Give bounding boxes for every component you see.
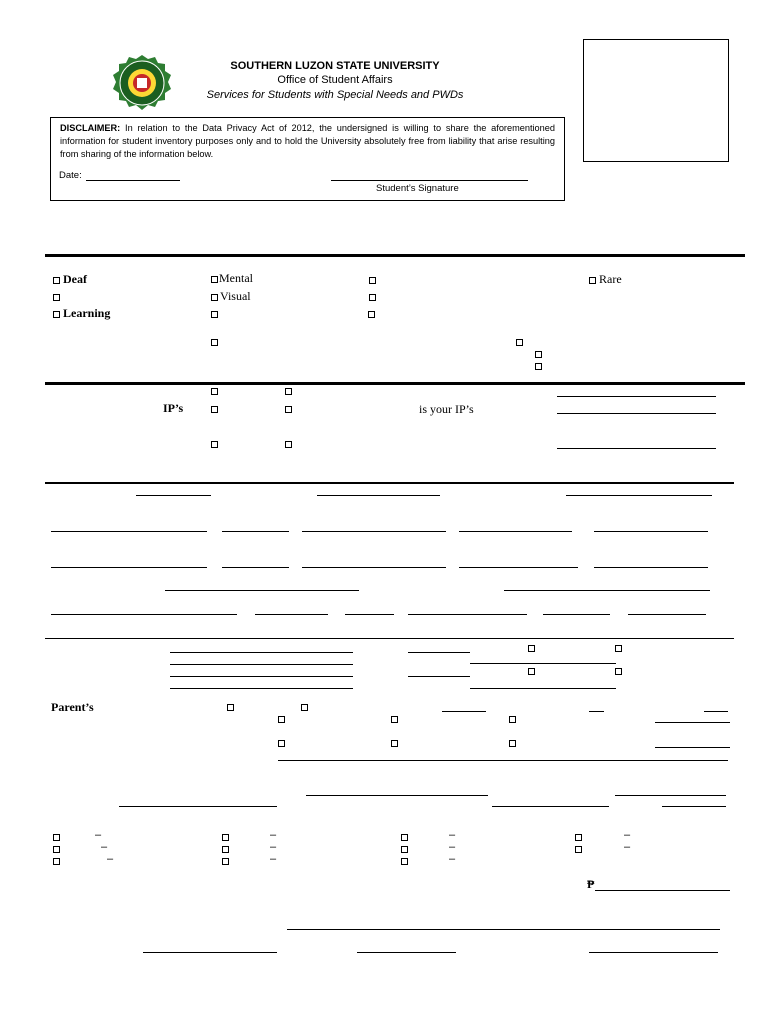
checkbox[interactable] [369,294,376,301]
visual-checkbox[interactable] [211,294,218,301]
text-field[interactable] [51,531,207,532]
text-field[interactable] [170,688,353,689]
checkbox[interactable] [615,668,622,675]
text-field[interactable] [589,952,718,953]
text-field[interactable] [557,396,716,397]
checkbox[interactable] [211,339,218,346]
text-field[interactable] [470,663,616,664]
text-field[interactable] [317,495,440,496]
checkbox[interactable] [391,740,398,747]
rare-checkbox[interactable] [589,277,596,284]
signature-label: Student’s Signature [376,183,459,194]
section-divider [45,382,745,385]
text-field[interactable] [655,747,730,748]
text-field[interactable] [492,806,609,807]
text-field[interactable] [165,590,359,591]
text-field[interactable] [704,711,728,712]
text-field[interactable] [628,614,706,615]
checkbox[interactable] [211,441,218,448]
checkbox[interactable] [285,406,292,413]
text-field[interactable] [594,567,708,568]
mental-checkbox[interactable] [211,276,218,283]
checkbox[interactable] [53,294,60,301]
text-field[interactable] [345,614,394,615]
mental-label: Mental [219,271,253,285]
text-field[interactable] [589,711,604,712]
text-field[interactable] [459,531,572,532]
checkbox[interactable] [227,704,234,711]
dash: – [95,829,102,841]
section-divider [45,482,734,484]
text-field[interactable] [655,722,730,723]
text-field[interactable] [278,760,728,761]
checkbox[interactable] [391,716,398,723]
university-seal-logo [110,54,174,112]
checkbox[interactable] [528,668,535,675]
text-field[interactable] [306,795,488,796]
checkbox[interactable] [211,388,218,395]
learning-label: Learning [63,306,111,320]
checkbox[interactable] [369,277,376,284]
checkbox[interactable] [278,716,285,723]
checkbox[interactable] [222,858,229,865]
ip-label: IP’s [163,401,184,415]
text-field[interactable] [566,495,712,496]
text-field[interactable] [143,952,277,953]
deaf-label: Deaf [63,272,87,286]
text-field[interactable] [408,652,470,653]
text-field[interactable] [557,413,716,414]
checkbox[interactable] [285,441,292,448]
photo-box[interactable] [583,39,729,162]
text-field[interactable] [408,614,527,615]
date-field[interactable] [86,180,180,181]
checkbox[interactable] [53,846,60,853]
checkbox[interactable] [401,858,408,865]
checkbox[interactable] [516,339,523,346]
dash: – [270,853,277,865]
text-field[interactable] [222,567,289,568]
text-field[interactable] [302,567,446,568]
service-name: Services for Students with Special Needs and PWDs [206,89,464,101]
checkbox[interactable] [401,846,408,853]
income-field[interactable] [595,890,730,891]
text-field[interactable] [222,531,289,532]
text-field[interactable] [136,495,211,496]
dash: – [449,853,456,865]
disclaimer-heading: DISCLAIMER: [60,123,121,133]
text-field[interactable] [442,711,486,712]
checkbox[interactable] [53,858,60,865]
dash: – [270,841,277,853]
section-divider [45,254,745,257]
checkbox[interactable] [528,645,535,652]
deaf-checkbox[interactable] [53,277,60,284]
checkbox[interactable] [211,406,218,413]
peso-sign: ₱ [587,877,595,891]
ip-question: is your IP’s [419,402,474,416]
parents-label: Parent’s [51,700,94,714]
dash: – [449,841,456,853]
dash: – [449,829,456,841]
dash: – [624,841,631,853]
checkbox[interactable] [285,388,292,395]
checkbox[interactable] [222,846,229,853]
text-field[interactable] [615,795,726,796]
checkbox[interactable] [222,834,229,841]
learning-checkbox[interactable] [53,311,60,318]
text-field[interactable] [287,929,720,930]
text-field[interactable] [504,590,710,591]
date-label: Date: [59,170,82,181]
checkbox[interactable] [615,645,622,652]
text-field[interactable] [119,806,277,807]
text-field[interactable] [594,531,708,532]
checkbox[interactable] [509,716,516,723]
checkbox[interactable] [535,351,542,358]
text-field[interactable] [543,614,610,615]
text-field[interactable] [170,676,353,677]
text-field[interactable] [170,652,353,653]
university-name: SOUTHERN LUZON STATE UNIVERSITY [230,60,440,72]
dash: – [101,841,108,853]
checkbox[interactable] [368,311,375,318]
dash: – [107,853,114,865]
text-field[interactable] [408,676,470,677]
checkbox[interactable] [509,740,516,747]
text-field[interactable] [459,567,578,568]
signature-field[interactable] [331,180,528,181]
dash: – [270,829,277,841]
text-field[interactable] [662,806,726,807]
checkbox[interactable] [53,834,60,841]
text-field[interactable] [557,448,716,449]
text-field[interactable] [255,614,328,615]
visual-label: Visual [220,289,251,303]
disclaimer-body: In relation to the Data Privacy Act of 2012, the undersigned is willing to share the aforementioned information for student inventory purposes only and to hold the University absolutely free from liability that arise resulting from sharing of the information below. [60,123,555,159]
office-name: Office of Student Affairs [277,74,393,86]
text-field[interactable] [51,614,237,615]
checkbox[interactable] [211,311,218,318]
dash: – [624,829,631,841]
text-field[interactable] [51,567,207,568]
checkbox[interactable] [535,363,542,370]
checkbox[interactable] [301,704,308,711]
section-divider [45,638,734,639]
text-field[interactable] [170,664,353,665]
checkbox[interactable] [401,834,408,841]
rare-label: Rare [599,272,622,286]
disclaimer-box [50,117,565,201]
text-field[interactable] [357,952,456,953]
text-field[interactable] [302,531,446,532]
checkbox[interactable] [278,740,285,747]
checkbox[interactable] [575,846,582,853]
text-field[interactable] [470,688,616,689]
checkbox[interactable] [575,834,582,841]
